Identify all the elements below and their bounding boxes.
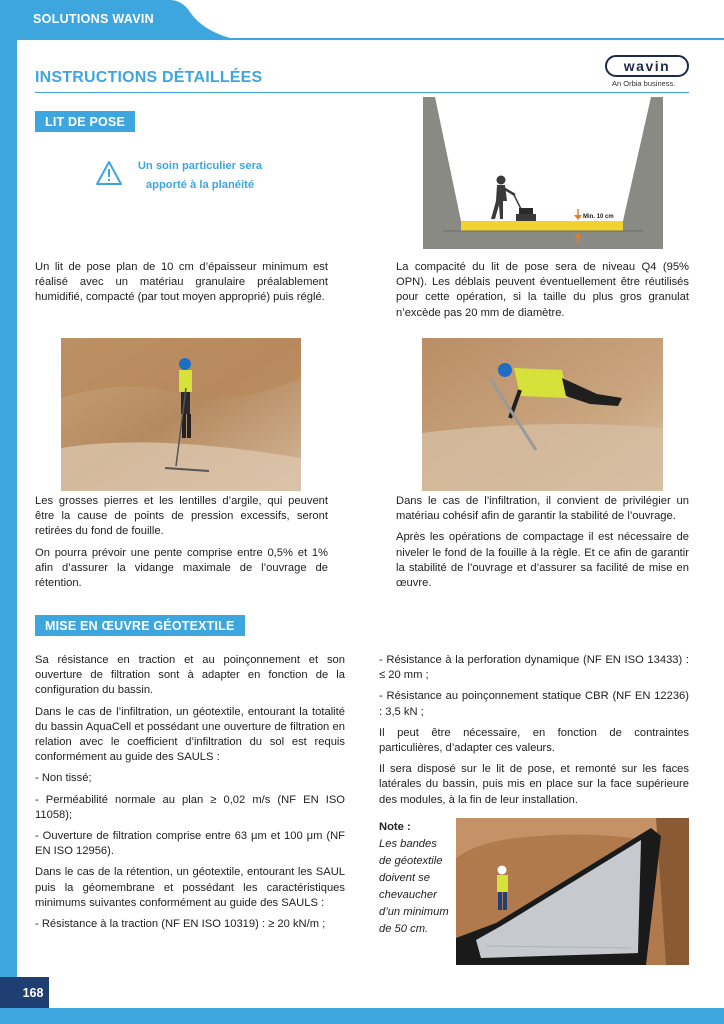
photo-geotextile-basin bbox=[456, 818, 689, 965]
lit-de-pose-text-right: La compacité du lit de pose sera de niveau Q4 (95% OPN). Les déblais peuvent éventuellement être réutilisés pour cette opération, si la taille du plus gros granulat n’excède pas 20 mm de diamètre. bbox=[396, 261, 689, 319]
note bbox=[379, 819, 451, 938]
paragraph: On pourra prévoir une pente comprise entre 0,5% et 1% afin d’assurer la vidange maximale de l’ouvrage de rétention. bbox=[35, 546, 328, 590]
page-number-cap bbox=[0, 977, 17, 1008]
section-heading-lit-de-pose: LIT DE POSE bbox=[35, 111, 135, 132]
paragraph: - Résistance à la perforation dynamique (NF EN ISO 13433) : ≤ 20 mm ; bbox=[379, 654, 689, 682]
geotextile-text-left bbox=[35, 653, 345, 938]
left-accent-bar bbox=[0, 0, 17, 1024]
note-label: Note : bbox=[379, 821, 411, 833]
trench-diagram bbox=[423, 97, 663, 249]
paragraph: - Non tissé; bbox=[35, 772, 92, 785]
paragraph: Dans le cas de la rétention, un géotextile, entourant les SAUL puis la géomembrane et possédant les caractéristiques minimums suivantes conformément au guide des SAULS : bbox=[35, 866, 345, 909]
page-number: 168 bbox=[17, 977, 49, 1008]
photo-worker-raking bbox=[61, 338, 301, 491]
footer-bar bbox=[0, 1008, 724, 1024]
page-title: INSTRUCTIONS DÉTAILLÉES bbox=[35, 69, 263, 86]
paragraph: - Perméabilité normale au plan ≥ 0,02 m/s (NF EN ISO 11058); bbox=[35, 793, 345, 821]
paragraph: Dans le cas de l’infiltration, il convient de privilégier un matériau cohésif afin de garantir la stabilité de l’ouvrage. bbox=[396, 495, 689, 523]
lit-de-pose-text-left: Un lit de pose plan de 10 cm d’épaisseur minimum est réalisé avec un matériau granulaire préalablement humidifié, compacté (par tout moyen approprié) puis réglé. bbox=[35, 261, 328, 304]
note-text: Les bandes de géotextile doivent se chevaucher d’un minimum de 50 cm. bbox=[379, 838, 449, 935]
title-divider bbox=[35, 92, 689, 93]
logo-text: wavin bbox=[623, 58, 671, 74]
lit-de-pose-text-left-lower bbox=[35, 494, 328, 597]
paragraph: Les grosses pierres et les lentilles d’argile, qui peuvent être la cause de points de pression excessifs, seront retirées du fond de fouille. bbox=[35, 495, 328, 538]
geotextile-text-right bbox=[379, 653, 689, 814]
wavin-logo bbox=[605, 55, 689, 77]
warning-line-1: Un soin particulier sera bbox=[137, 160, 263, 172]
diagram-label: Min. 10 cm bbox=[583, 214, 614, 220]
paragraph: Dans le cas de l’infiltration, un géotextile, entourant la totalité du bassin AquaCell et possédant une ouverture de filtration en relation avec le coefficient d’infiltration du sol est requis conformément au guide des SAULS : bbox=[35, 705, 345, 764]
paragraph: - Ouverture de filtration comprise entre 63 μm et 100 μm (NF EN ISO 12956). bbox=[35, 830, 345, 858]
section-heading-geotextile: MISE EN ŒUVRE GÉOTEXTILE bbox=[35, 615, 245, 636]
header-label: SOLUTIONS WAVIN bbox=[33, 12, 154, 26]
warning-icon bbox=[95, 160, 123, 186]
paragraph: - Résistance à la traction (NF EN ISO 10319) : ≥ 20 kN/m ; bbox=[35, 918, 326, 931]
paragraph: Sa résistance en traction et au poinçonnement et son ouverture de filtration sont à adapter en fonction de la configuration du bassin. bbox=[35, 654, 345, 697]
paragraph: - Résistance au poinçonnement statique CBR (NF EN 12236) : 3,5 kN ; bbox=[379, 690, 689, 718]
paragraph: Après les opérations de compactage il est nécessaire de niveler le fond de la fouille à la règle. Et ce afin de garantir la stabilité de l’ouvrage et d’assurer sa facilité de mise en œuvre. bbox=[396, 531, 689, 590]
lit-de-pose-text-right-lower bbox=[396, 494, 689, 597]
paragraph: Il sera disposé sur le lit de pose, et remonté sur les faces latérales du bassin, puis mis en place sur la face supérieure des modules, à la fin de leur installation. bbox=[379, 763, 689, 806]
paragraph: Il peut être nécessaire, en fonction de contraintes particulières, d’adapter ces valeurs. bbox=[379, 726, 689, 755]
warning-callout bbox=[95, 157, 295, 197]
logo-tagline: An Orbia business. bbox=[612, 79, 676, 88]
warning-line-2: apporté à la planéité bbox=[145, 179, 255, 191]
photo-worker-screeding bbox=[422, 338, 663, 491]
